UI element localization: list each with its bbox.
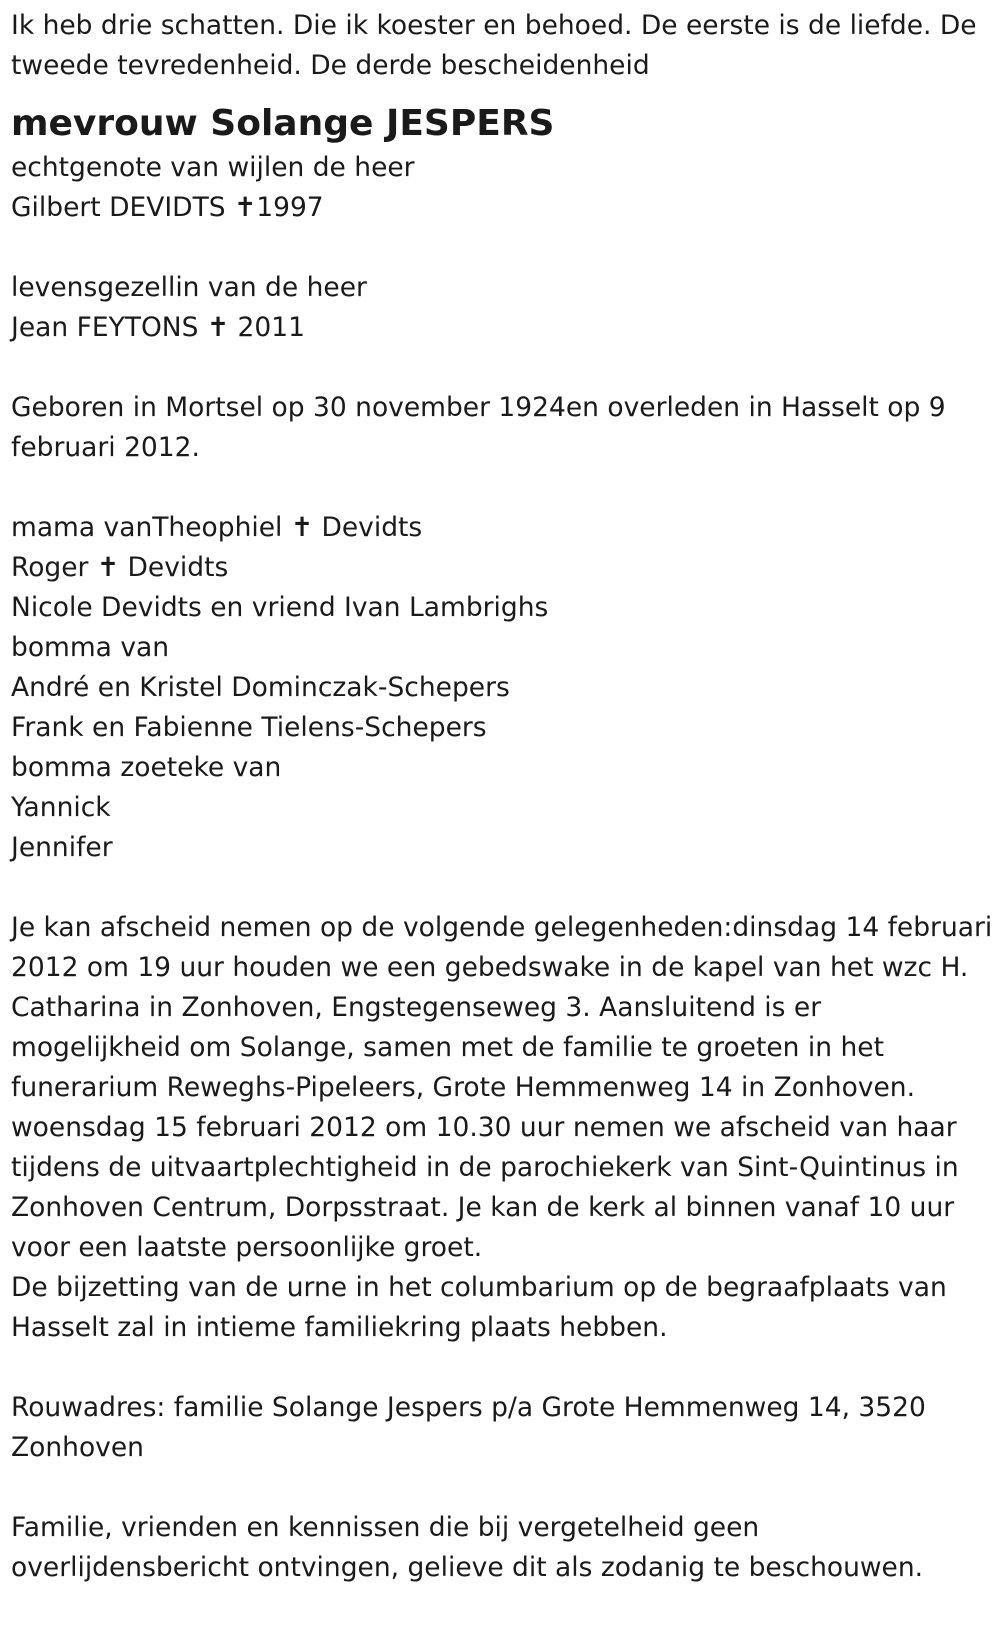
spacer [11,1348,990,1388]
birth-death-line: februari 2012. [11,432,200,463]
farewell-line: De bijzetting van de urne in het columbarium op de begraafplaats van [11,1272,947,1303]
closing-note [11,1508,990,1588]
farewell-line: Je kan afscheid nemen op de volgende gelegenheden:dinsdag 14 februari [11,912,993,943]
family-line: Jennifer [11,832,113,863]
spacer [11,228,990,268]
farewell-line: tijdens de uitvaartplechtigheid in de parochiekerk van Sint-Quintinus in [11,1152,959,1183]
family-line: bomma zoeteke van [11,752,282,783]
farewell-line: funerarium Reweghs-Pipeleers, Grote Hemmenweg 14 in Zonhoven. [11,1072,916,1103]
spacer [11,1468,990,1508]
spacer [11,348,990,388]
farewell-line: 2012 om 19 uur houden we een gebedswake in de kapel van het wzc H. [11,952,969,983]
partner-block [11,268,990,348]
intro-quote [11,6,990,86]
family-line: Roger ✝ Devidts [11,552,229,583]
family-line: André en Kristel Dominczak-Schepers [11,672,510,703]
farewell-line: woensdag 15 februari 2012 om 10.30 uur nemen we afscheid van haar [11,1112,957,1143]
closing-line: Familie, vrienden en kennissen die bij vergetelheid geen [11,1512,760,1543]
spouse-intro: echtgenote van wijlen de heer [11,152,415,183]
closing-line: overlijdensbericht ontvingen, gelieve dit als zodanig te beschouwen. [11,1552,924,1583]
farewell-line: Zonhoven Centrum, Dorpsstraat. Je kan de kerk al binnen vanaf 10 uur [11,1192,955,1223]
address-line: Zonhoven [11,1432,144,1463]
intro-line: Ik heb drie schatten. Die ik koester en behoed. De eerste is de liefde. De [11,10,977,41]
spacer [11,868,990,908]
family-line: Frank en Fabienne Tielens-Schepers [11,712,487,743]
spacer [11,468,990,508]
farewell-line: voor een laatste persoonlijke groet. [11,1232,483,1263]
farewell-line: Hasselt zal in intieme familiekring plaats hebben. [11,1312,668,1343]
spouse-name: Gilbert DEVIDTS ✝1997 [11,192,324,223]
address-line: Rouwadres: familie Solange Jespers p/a Grote Hemmenweg 14, 3520 [11,1392,926,1423]
family-list [11,508,990,868]
farewell-block [11,908,993,1348]
deceased-name: mevrouw Solange JESPERS [11,103,555,144]
family-line: mama vanTheophiel ✝ Devidts [11,512,423,543]
partner-intro: levensgezellin van de heer [11,272,367,303]
farewell-line: mogelijkheid om Solange, samen met de familie te groeten in het [11,1032,884,1063]
birth-death-block [11,388,990,468]
intro-line: tweede tevredenheid. De derde bescheidenheid [11,50,650,81]
family-line: Yannick [11,792,111,823]
spouse-block [11,148,990,228]
partner-name: Jean FEYTONS ✝ 2011 [11,312,305,343]
farewell-line: Catharina in Zonhoven, Engstegenseweg 3. Aansluitend is er [11,992,822,1023]
family-line: bomma van [11,632,170,663]
mourning-address [11,1388,990,1468]
birth-death-line: Geboren in Mortsel op 30 november 1924en overleden in Hasselt op 9 [11,392,946,423]
family-line: Nicole Devidts en vriend Ivan Lambrighs [11,592,549,623]
